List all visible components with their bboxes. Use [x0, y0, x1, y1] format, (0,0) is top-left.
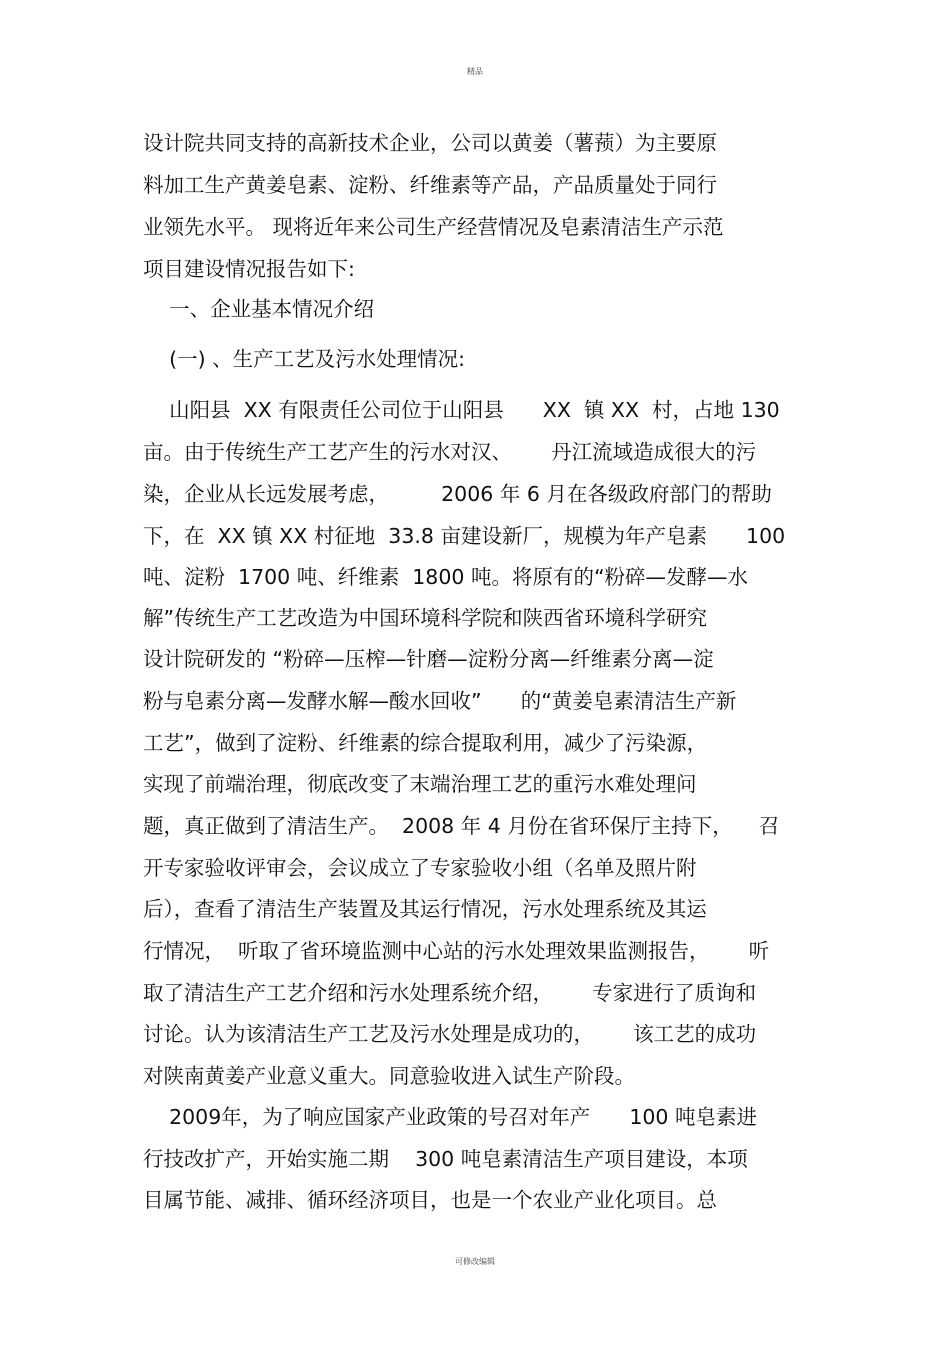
- text-line: 设计院共同支持的高新技术企业，公司以黄姜（薯蓣）为主要原: [143, 131, 717, 155]
- section-heading: 一、企业基本情况介绍: [143, 297, 375, 321]
- text-line: 目属节能、减排、循环经济项目，也是一个农业产业化项目。总: [143, 1188, 717, 1212]
- text-line: 设计院研发的 “粉碎—压榨—针磨—淀粉分离—纤维素分离—淀: [143, 647, 714, 671]
- text-line: 项目建设情况报告如下:: [143, 257, 355, 281]
- text-line: 题，真正做到了清洁生产。 2008 年 4 月份在省环保厅主持下， 召: [143, 814, 780, 838]
- text-line: 2009年，为了响应国家产业政策的号召对年产 100 吨皂素进: [143, 1105, 757, 1129]
- text-line: 后），查看了清洁生产装置及其运行情况，污水处理系统及其运: [143, 897, 707, 921]
- text-line: 粉与皂素分离—发酵水解—酸水回收” 的“黄姜皂素清洁生产新: [143, 689, 737, 713]
- text-line: 开专家验收评审会，会议成立了专家验收小组（名单及照片附: [143, 856, 697, 880]
- text-line: 亩。由于传统生产工艺产生的污水对汉、 丹江流域造成很大的污: [143, 440, 757, 464]
- text-line: 行技改扩产，开始实施二期 300 吨皂素清洁生产项目建设，本项: [143, 1147, 748, 1171]
- subsection-heading: (一) 、生产工艺及污水处理情况:: [143, 347, 465, 371]
- text-line: 行情况， 听取了省环境监测中心站的污水处理效果监测报告， 听: [143, 939, 770, 963]
- text-line: 染，企业从长远发展考虑， 2006 年 6 月在各级政府部门的帮助: [143, 482, 772, 506]
- text-line: 解”传统生产工艺改造为中国环境科学院和陕西省环境科学研究: [143, 606, 708, 630]
- text-line: 业领先水平。 现将近年来公司生产经营情况及皂素清洁生产示范: [143, 215, 724, 239]
- text-line: 工艺”，做到了淀粉、纤维素的综合提取利用，减少了污染源，: [143, 731, 708, 755]
- text-line: 料加工生产黄姜皂素、淀粉、纤维素等产品，产品质量处于同行: [143, 173, 717, 197]
- text-line: 讨论。认为该清洁生产工艺及污水处理是成功的， 该工艺的成功: [143, 1022, 757, 1046]
- text-line: 山阳县 XX 有限责任公司位于山阳县 XX 镇 XX 村，占地 130: [143, 398, 780, 422]
- text-line: 取了清洁生产工艺介绍和污水处理系统介绍， 专家进行了质询和: [143, 981, 757, 1005]
- page-header: 精品: [467, 67, 483, 76]
- text-line: 对陕南黄姜产业意义重大。同意验收进入试生产阶段。: [143, 1064, 635, 1088]
- text-line: 吨、淀粉 1700 吨、纤维素 1800 吨。将原有的“粉碎—发酵—水: [143, 565, 749, 589]
- text-line: 下，在 XX 镇 XX 村征地 33.8 亩建设新厂，规模为年产皂素 100: [143, 524, 786, 548]
- text-line: 实现了前端治理，彻底改变了末端治理工艺的重污水难处理问: [143, 772, 697, 796]
- page-footer: 可修改编辑: [455, 1257, 495, 1266]
